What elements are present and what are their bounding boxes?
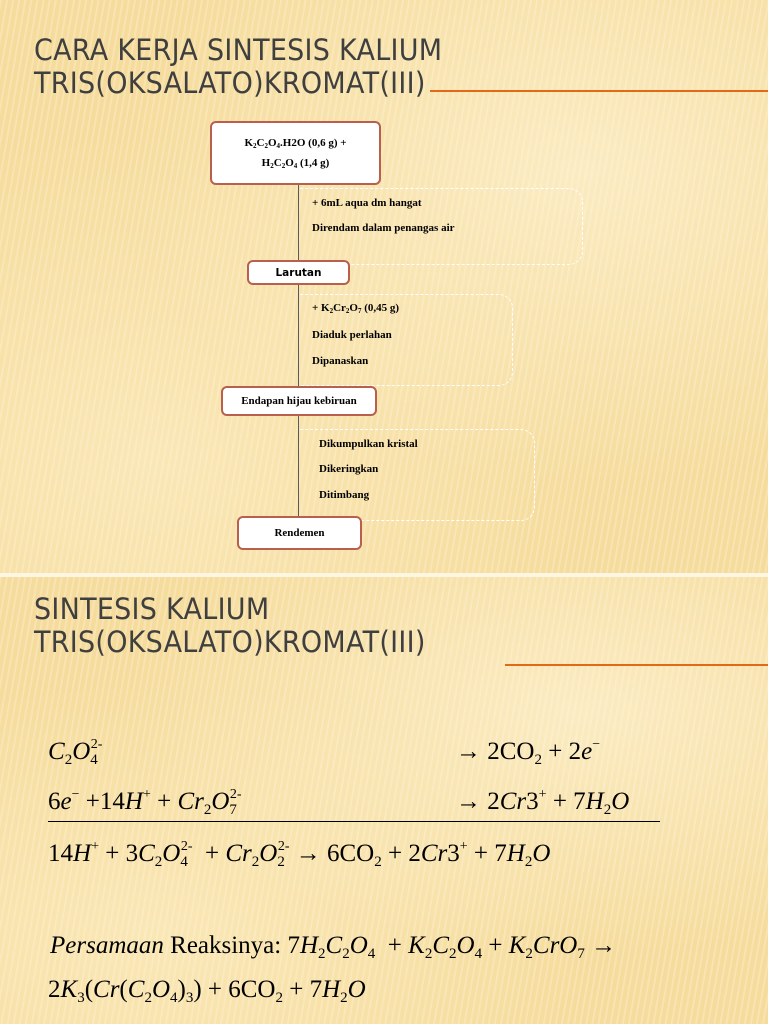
title-underline	[505, 664, 768, 666]
arrow-icon: →	[456, 788, 481, 815]
arrow-icon: →	[289, 840, 327, 867]
arrow-icon: →	[456, 738, 481, 765]
flow-connector-line	[298, 184, 299, 518]
title-underline	[430, 90, 768, 92]
slide-sintesis	[0, 577, 768, 1024]
eq-oxalate-left: $C_2O_4^{2-}$	[48, 737, 103, 768]
eq-overall-line-1: Persamaan Reaksinya: $7H_2C_2O_4 + K_2C_2O_4 + K_2CrO_7$ →	[50, 932, 617, 962]
note-kristal: Dikumpulkan kristal	[319, 438, 418, 450]
note-penangas: Direndam dalam penangas air	[312, 222, 455, 234]
title-line-2: TRIS(OKSALATO)KROMAT(III)	[34, 66, 426, 100]
note-ditimbang: Ditimbang	[319, 489, 370, 501]
title-line-1: CARA KERJA SINTESIS KALIUM	[34, 33, 443, 67]
arrow-icon: →	[584, 932, 617, 959]
note-dipanaskan: Dipanaskan	[312, 355, 369, 367]
equation-sum-rule	[48, 821, 660, 822]
flow-box-larutan: Larutan	[247, 260, 350, 285]
reagent-line-2: $H_2C_2O_4$ (1,4 g)	[261, 157, 330, 170]
note-diaduk: Diaduk perlahan	[312, 329, 392, 341]
eq-dichromate-left: $6e^- +14H^+ + Cr_2O_7^{2-}$	[48, 787, 242, 818]
eq-oxalate-right: → $2CO_2 + 2e^-$	[456, 737, 601, 768]
note-dikromat: + $K_2Cr_2O_7$ (0,45 g)	[312, 302, 400, 315]
flow-box-reagents	[210, 121, 381, 185]
reagent-line-1: $K_2C_2O_4.H2O$ (0,6 g) +	[244, 137, 347, 150]
flow-box-endapan: Endapan hijau kebiruan	[221, 386, 377, 416]
title-line-2: TRIS(OKSALATO)KROMAT(III)	[34, 625, 426, 659]
eq-dichromate-right: → $2Cr3^+ + 7H_2O$	[456, 787, 630, 818]
note-aqua: + 6mL aqua dm hangat	[312, 197, 422, 209]
slide-title	[34, 593, 426, 659]
title-line-1: SINTESIS KALIUM	[34, 592, 270, 626]
note-dikeringkan: Dikeringkan	[319, 463, 379, 475]
eq-net-reaction: $14H^+ + 3C_2O_4^{2-} + Cr_2O_2^{2-} \to 6CO_2 + 2Cr3^+ + 7H_2O$	[48, 839, 551, 870]
eq-overall-line-2: $2K_3(Cr(C_2O_4)_3) + 6CO_2 + 7H_2O$	[48, 976, 366, 1006]
slide-title	[34, 34, 442, 100]
flow-box-rendemen: Rendemen	[237, 516, 362, 550]
